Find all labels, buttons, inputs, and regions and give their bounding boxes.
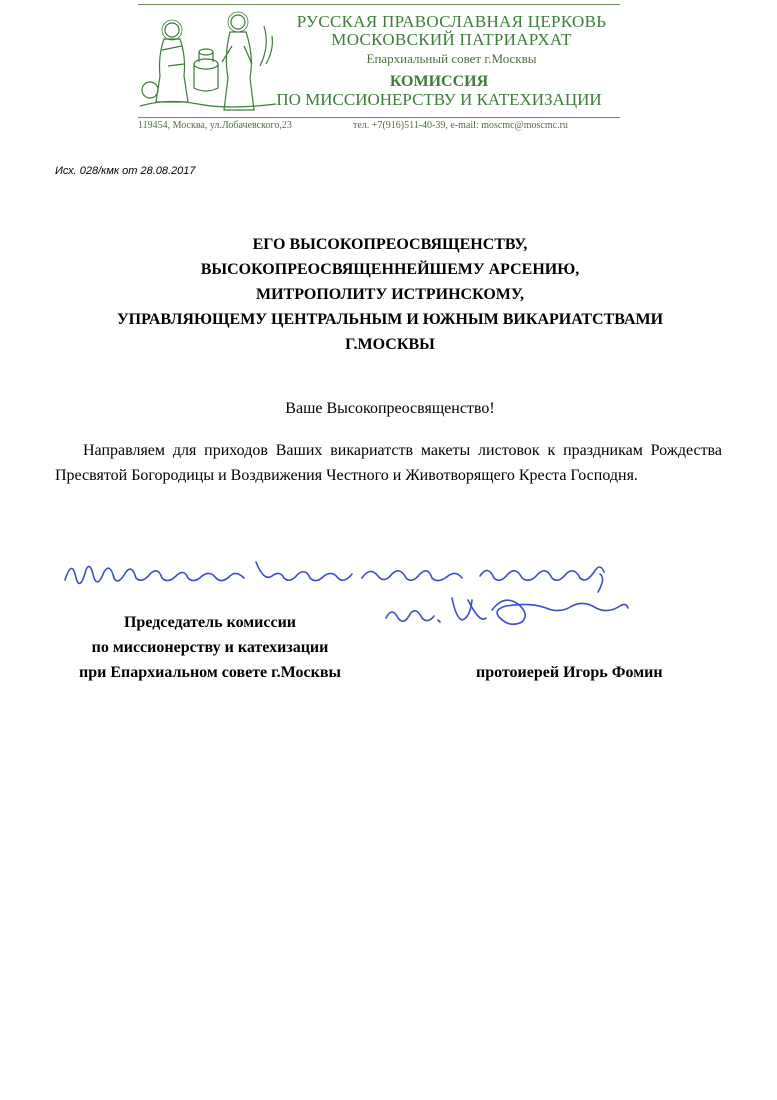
church-name-line2: МОСКОВСКИЙ ПАТРИАРХАТ [331,30,572,49]
letterhead-council: Епархиальный совет г.Москвы [366,51,537,66]
addressee-line: ВЫСОКОПРЕОСВЯЩЕННЕЙШЕМУ АРСЕНИЮ, [200,261,580,278]
letterhead-church-name [283,13,620,49]
addressee-block [40,232,740,357]
greeting: Ваше Высокопреосвященство! [285,400,495,417]
signer-name: протоиерей Игорь Фомин [476,664,663,681]
letterhead-contacts: тел. +7(916)511-40-39, e-mail: moscmc@moscmc.ru [353,120,568,131]
addressee-line: Г.МОСКВЫ [345,336,435,353]
letterhead-top-rule [138,4,620,5]
icon-emblem-icon [138,6,278,114]
addressee-line: УПРАВЛЯЮЩЕМУ ЦЕНТРАЛЬНЫМ И ЮЖНЫМ ВИКАРИАТСТВАМИ [116,311,664,328]
letterhead-address: 119454, Москва, ул.Лобачевского,23 [138,120,292,131]
letterhead-commission [258,73,620,109]
addressee-line: ЕГО ВЫСОКОПРЕОСВЯЩЕНСТВУ, [252,236,528,253]
signature-title-line: по миссионерству и катехизации [91,639,329,656]
signature-title-line: Председатель комиссии [123,614,297,631]
church-name-line1: РУССКАЯ ПРАВОСЛАВНАЯ ЦЕРКОВЬ [296,12,607,31]
commission-line1: КОМИССИЯ [389,73,489,90]
addressee-line: МИТРОПОЛИТУ ИСТРИНСКОМУ, [256,286,524,303]
outgoing-reference: Исх. 028/кмк от 28.08.2017 [55,165,196,177]
letterhead-bottom-rule [138,117,620,118]
signature-title-block [50,610,370,685]
commission-line2: ПО МИССИОНЕРСТВУ И КАТЕХИЗАЦИИ [276,90,602,109]
letterhead [138,4,620,139]
letter-body: Направляем для приходов Ваших викариатств макеты листовок к праздникам Рождества Пресвятой Богородицы и Воздвижения Честного и Животворящего Креста Господня. [55,442,722,484]
signature-title-line: при Епархиальном совете г.Москвы [79,664,341,681]
